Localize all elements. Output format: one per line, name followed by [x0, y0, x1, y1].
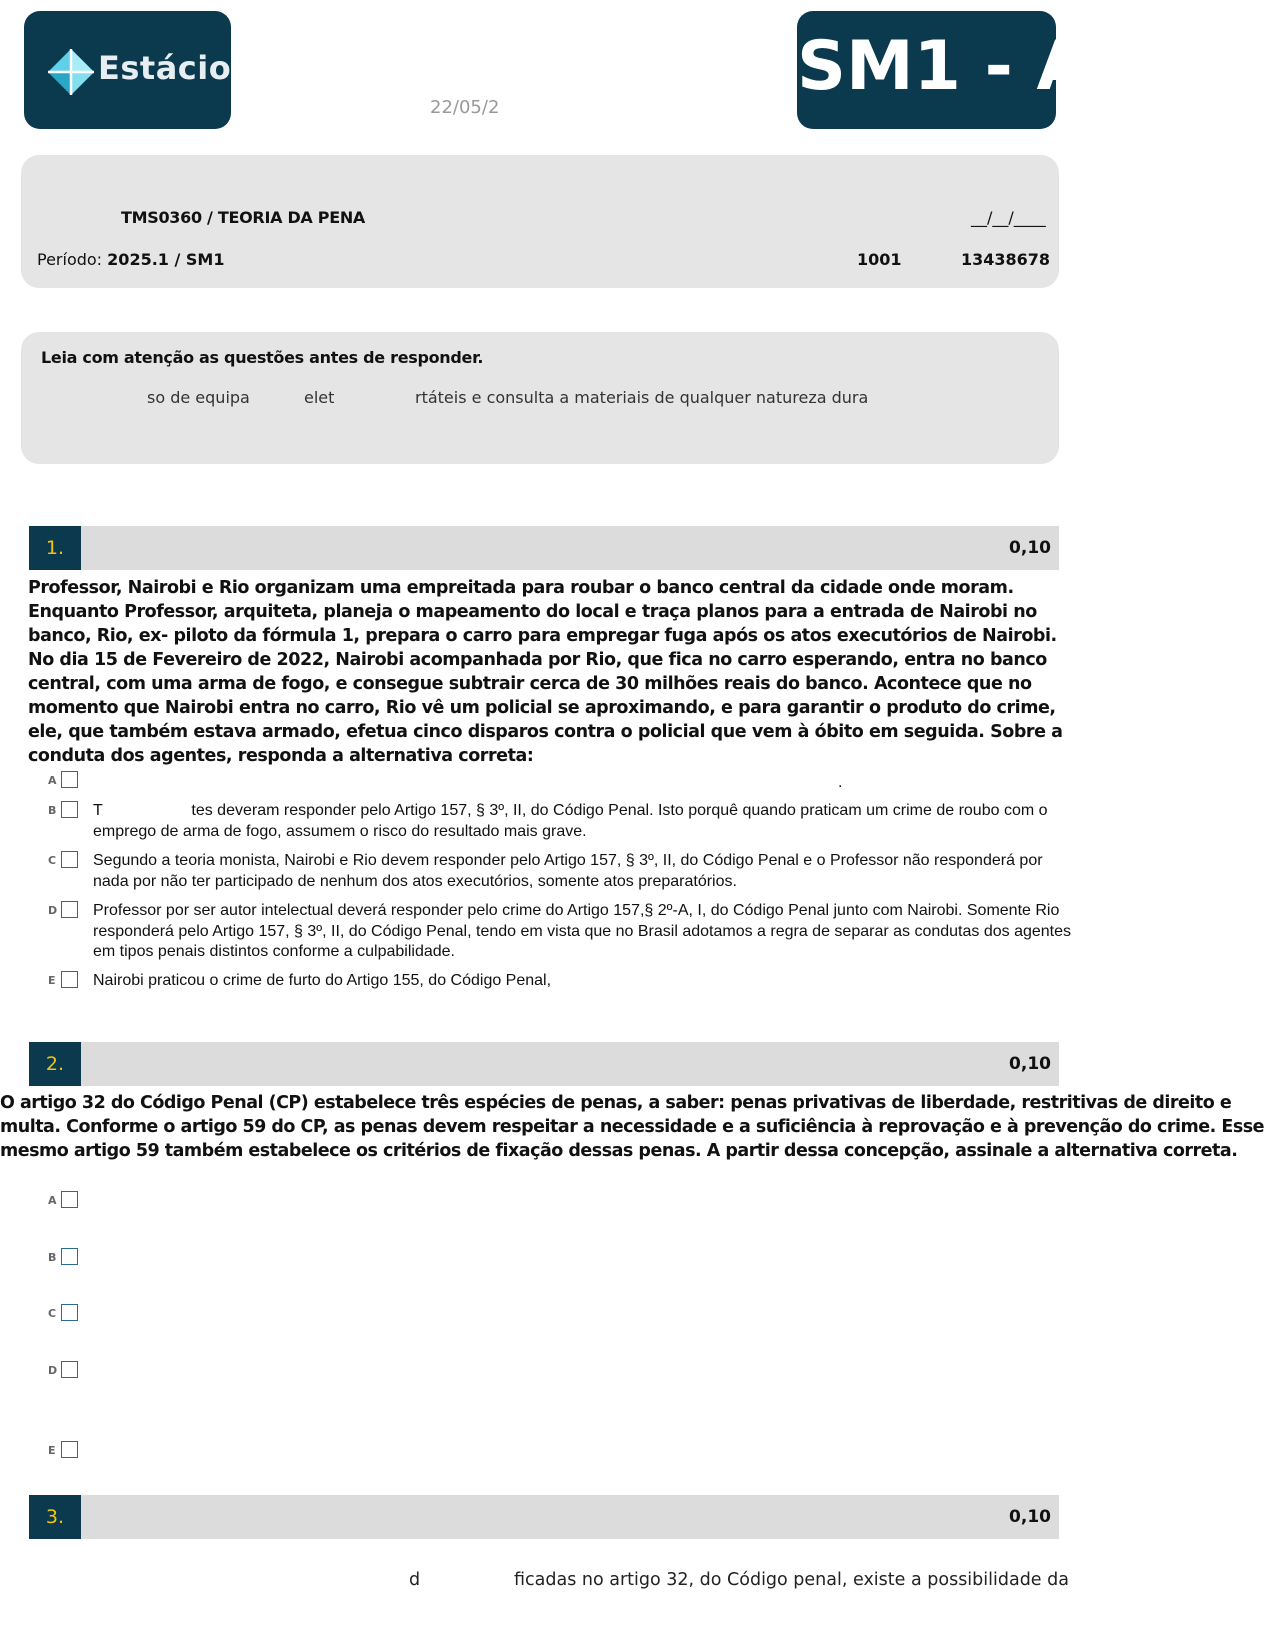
- option-d-checkbox[interactable]: [61, 1361, 78, 1378]
- class-code: 1001: [857, 250, 902, 269]
- option-a-checkbox[interactable]: [61, 771, 78, 788]
- question-1-header: [29, 526, 1059, 570]
- option-letter: C: [48, 1307, 57, 1320]
- question-number: 1.: [29, 526, 81, 570]
- option-text: Nairobi praticou o crime de furto do Artigo 155, do Código Penal,: [93, 972, 552, 989]
- question-score: 0,10: [1009, 538, 1051, 558]
- instructions-heading: Leia com atenção as questões antes de responder.: [41, 348, 484, 367]
- option-letter: B: [48, 1251, 57, 1264]
- option-letter: A: [48, 1194, 57, 1207]
- option-letter: E: [48, 1444, 56, 1457]
- question-2-text: [0, 1091, 1264, 1163]
- question-2-line: multa. Conforme o artigo 59 do CP, as penas devem respeitar a necessidade e a suficiência à reprovação e à prevenção do crime. Esse: [0, 1117, 1264, 1137]
- question-3-fragment: ficadas no artigo 32, do Código penal, existe a possibilidade da: [514, 1570, 1069, 1590]
- estacio-logo: [24, 11, 231, 129]
- question-3-fragment: d: [409, 1570, 421, 1590]
- option-c-checkbox[interactable]: [61, 1304, 78, 1321]
- question-score: 0,10: [1009, 1054, 1051, 1074]
- option-letter: B: [48, 804, 57, 817]
- date-blank: __/__/____: [971, 208, 1046, 227]
- option-letter: D: [48, 904, 58, 917]
- option-letter: C: [48, 854, 57, 867]
- instructions-fragment: rtáteis e consulta a materiais de qualquer natureza dura: [415, 388, 869, 407]
- option-text: Professor por ser autor intelectual deverá responder pelo crime do Artigo 157,§ 2º-A, I, do Código Penal junto com Nairobi. Somente Rio responderá pelo Artigo 157, § 3º, II, do Código Penal, tendo em vista que no Brasil adotamos a regra de separar as condutas dos agentes em tipos penais distintos conforme a culpabilidade.: [93, 902, 1072, 960]
- option-letter: E: [48, 974, 56, 987]
- student-id: 13438678: [961, 250, 1051, 269]
- question-number: 3.: [29, 1495, 81, 1539]
- course-title: TMS0360 / TEORIA DA PENA: [121, 208, 366, 227]
- instructions-fragment: elet: [304, 388, 335, 407]
- question-number: 2.: [29, 1042, 81, 1086]
- option-d-checkbox[interactable]: [61, 901, 78, 918]
- question-score: 0,10: [1009, 1507, 1051, 1527]
- option-text: Segundo a teoria monista, Nairobi e Rio devem responder pelo Artigo 157, § 3º, II, do Código Penal e o Professor não responderá por nada por não ter participado de nenhum dos atos executórios, somente atos preparatórios.: [93, 852, 1043, 890]
- period-value: 2025.1 / SM1: [107, 250, 225, 269]
- option-e-checkbox[interactable]: [61, 971, 78, 988]
- instructions-panel: [21, 332, 1059, 464]
- estacio-logo-mark-icon: [46, 47, 96, 97]
- option-text: .: [838, 774, 843, 791]
- option-letter: D: [48, 1364, 58, 1377]
- exam-code-badge: [797, 11, 1090, 129]
- option-a-checkbox[interactable]: [61, 1191, 78, 1208]
- question-2-line: mesmo artigo 59 também estabelece os critérios de fixação dessas penas. A partir dessa concepção, assinale a alternativa correta.: [0, 1141, 1238, 1161]
- period-label: [37, 250, 224, 269]
- exam-code: SM1 - A: [797, 27, 1090, 106]
- info-panel: [21, 155, 1059, 288]
- question-1-text: Professor, Nairobi e Rio organizam uma empreitada para roubar o banco central da cidade onde moram. Enquanto Professor, arquiteta, planeja o mapeamento do local e traça planos para a entrada de Nairobi no banco, Rio, ex- piloto da fórmula 1, prepara o carro para empregar fuga após os atos executórios de Nairobi. No dia 15 de Fevereiro de 2022, Nairobi acompanhada por Rio, que fica no carro esperando, entra no banco central, com uma arma de fogo, e consegue subtrair cerca de 30 milhões reais do banco. Acontece que no momento que Nairobi entra no carro, Rio vê um policial se aproximando, e para garantir o produto do crime, ele, que também estava armado, efetua cinco disparos contra o policial que vem à óbito em seguida. Sobre a conduta dos agentes, responda a alternativa correta:: [28, 578, 1063, 766]
- option-letter: A: [48, 774, 57, 787]
- period-label-text: Período:: [37, 250, 103, 269]
- option-c-checkbox[interactable]: [61, 851, 78, 868]
- option-b-checkbox[interactable]: [61, 1248, 78, 1265]
- header-date: 22/05/2: [430, 97, 500, 118]
- question-2-line: O artigo 32 do Código Penal (CP) estabelece três espécies de penas, a saber: penas privativas de liberdade, restritivas de direito e: [0, 1093, 1232, 1113]
- option-b-checkbox[interactable]: [61, 801, 78, 818]
- logo-text: Estácio: [98, 49, 232, 87]
- option-e-checkbox[interactable]: [61, 1441, 78, 1458]
- option-text: T tes deveram responder pelo Artigo 157, § 3º, II, do Código Penal. Isto porquê quando praticam um crime de roubo com o emprego de arma de fogo, assumem o risco do resultado mais grave.: [93, 802, 1052, 840]
- question-3-header: [29, 1495, 1059, 1539]
- instructions-fragment: so de equipa: [147, 388, 250, 407]
- question-2-header: [29, 1042, 1059, 1086]
